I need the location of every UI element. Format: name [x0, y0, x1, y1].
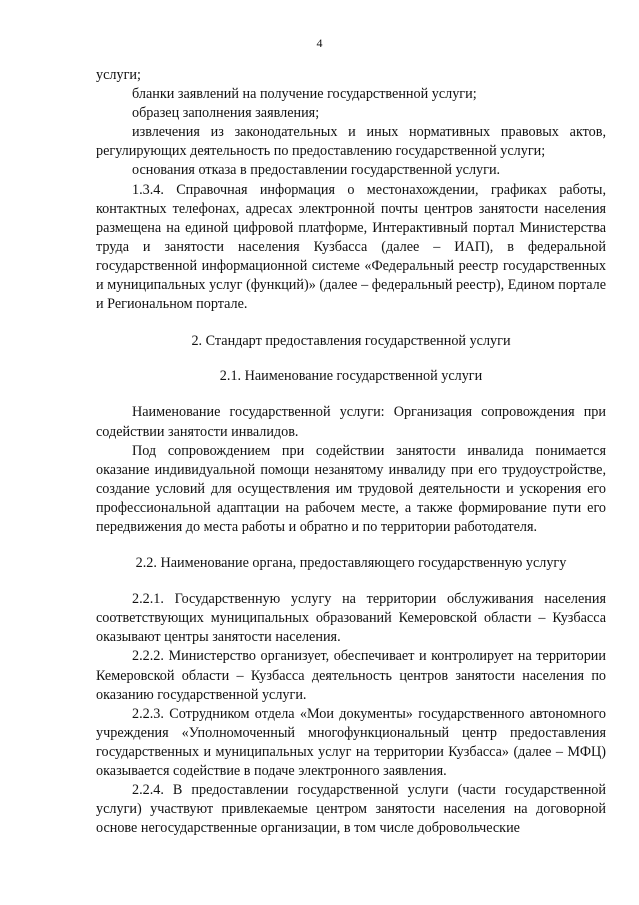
document-body: [96, 66, 606, 838]
paragraph: основания отказа в предоставлении государственной услуги.: [132, 162, 501, 179]
paragraph: 2.2.3. Сотрудником отдела «Мои документы» государственного автономного учреждения «Уполномоченный многофункциональный центр предоставления государственных и муниципальных услуг на территории Кузбасса» (далее – МФЦ) оказывается содействие в подаче электронного заявления.: [96, 705, 606, 779]
paragraph: образец заполнения заявления;: [132, 105, 320, 122]
paragraph: 2.2.2. Министерство организует, обеспечивает и контролирует на территории Кемеровской области – Кузбасса деятельность центров занятости населения по оказанию государственной услуги.: [96, 648, 606, 703]
page-number: 4: [316, 36, 323, 50]
section-2-2-heading: 2.2. Наименование органа, предоставляющего государственную услугу: [135, 555, 567, 572]
paragraph: 2.2.1. Государственную услугу на территории обслуживания населения соответствующих муниципальных образований Кемеровской области – Кузбасса оказывают центры занятости населения.: [96, 591, 606, 646]
paragraph: услуги;: [96, 67, 141, 83]
paragraph: Наименование государственной услуги: Организация сопровождения при содействии занятости инвалидов.: [96, 404, 606, 440]
paragraph: бланки заявлений на получение государственной услуги;: [132, 86, 477, 103]
section-2-heading: 2. Стандарт предоставления государственной услуги: [191, 333, 511, 350]
paragraph: извлечения из законодательных и иных нормативных правовых актов, регулирующих деятельность по предоставлению государственной услуги;: [96, 124, 606, 160]
paragraph: 2.2.4. В предоставлении государственной услуги (части государственной услуги) участвуют привлекаемые центром занятости населения на договорной основе негосударственные организации, в том числе добровольческие: [96, 782, 606, 837]
section-2-1-heading: 2.1. Наименование государственной услуги: [219, 368, 483, 385]
paragraph: 1.3.4. Справочная информация о местонахождении, графиках работы, контактных телефонах, адресах электронной почты центров занятости населения размещена на единой цифровой платформе, Интерактивный портал Министерства труда и занятости населения Кузбасса (далее – ИАП), в федеральной государственной информационной системе «Федеральный реестр государственных и муниципальных услуг (функций)» (далее – федеральный реестр), Едином портале и Региональном портале.: [96, 181, 606, 313]
paragraph: Под сопровождением при содействии занятости инвалида понимается оказание индивидуальной помощи незанятому инвалиду при его трудоустройстве, создание условий для осуществления им трудовой деятельности и ускорения его профессиональной адаптации на рабочем месте, а также формирование пути его передвижения до места работы и обратно и по территории работодателя.: [96, 442, 606, 535]
